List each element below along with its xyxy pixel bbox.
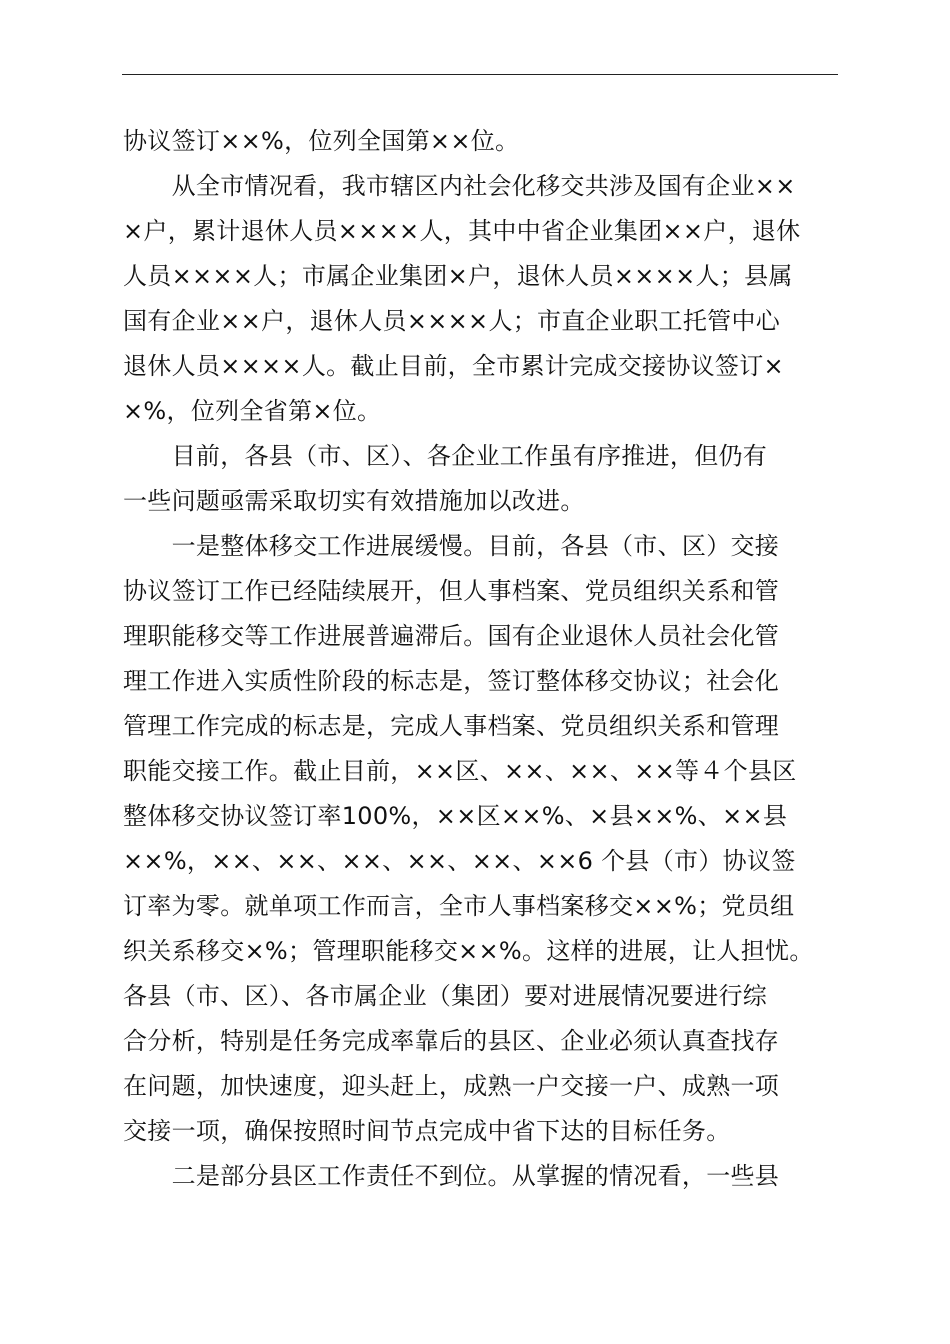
text-line: 从全市情况看，我市辖区内社会化移交共涉及国有企业××	[123, 172, 796, 200]
text-line: 管理工作完成的标志是，完成人事档案、党员组织关系和管理	[123, 712, 780, 740]
text-line: ××%，××、××、××、××、××、××6 个县（市）协议签	[123, 847, 796, 875]
text-line: 订率为零。就单项工作而言，全市人事档案移交××%；党员组	[123, 892, 795, 920]
text-line: 一些问题亟需采取切实有效措施加以改进。	[123, 487, 585, 515]
text-line: 在问题，加快速度，迎头赶上，成熟一户交接一户、成熟一项	[123, 1072, 780, 1100]
text-line: 合分析，特别是任务完成率靠后的县区、企业必须认真查找存	[123, 1027, 780, 1055]
text-line: 一是整体移交工作进展缓慢。目前，各县（市、区）交接	[123, 532, 780, 560]
text-line: ×户，累计退休人员××××人，其中中省企业集团××户，退休	[123, 217, 801, 245]
text-line: 整体移交协议签订率100%，××区××%、×县××%、××县	[123, 802, 788, 830]
text-line: 协议签订××%，位列全国第××位。	[123, 127, 520, 155]
text-line: 二是部分县区工作责任不到位。从掌握的情况看，一些县	[123, 1162, 780, 1190]
text-line: 国有企业××户，退休人员××××人；市直企业职工托管中心	[123, 307, 781, 335]
text-line: 理工作进入实质性阶段的标志是，签订整体移交协议；社会化	[123, 667, 780, 695]
text-line: 退休人员××××人。截止目前，全市累计完成交接协议签订×	[123, 352, 784, 380]
text-line: 理职能移交等工作进展普遍滞后。国有企业退休人员社会化管	[123, 622, 780, 650]
text-line: 织关系移交×%；管理职能移交××%。这样的进展，让人担忧。	[123, 937, 814, 965]
text-line: 人员××××人；市属企业集团×户，退休人员××××人；县属	[123, 262, 793, 290]
body-text	[123, 119, 839, 1199]
header-rule	[122, 74, 838, 75]
text-line: 协议签订工作已经陆续展开，但人事档案、党员组织关系和管	[123, 577, 780, 605]
text-line: 目前，各县（市、区）、各企业工作虽有序推进，但仍有	[123, 442, 768, 470]
text-line: 职能交接工作。截止目前，××区、××、××、××等４个县区	[123, 757, 797, 785]
text-line: 各县（市、区）、各市属企业（集团）要对进展情况要进行综	[123, 982, 768, 1010]
text-line: ×%，位列全省第×位。	[123, 397, 382, 425]
text-line: 交接一项，确保按照时间节点完成中省下达的目标任务。	[123, 1117, 731, 1145]
